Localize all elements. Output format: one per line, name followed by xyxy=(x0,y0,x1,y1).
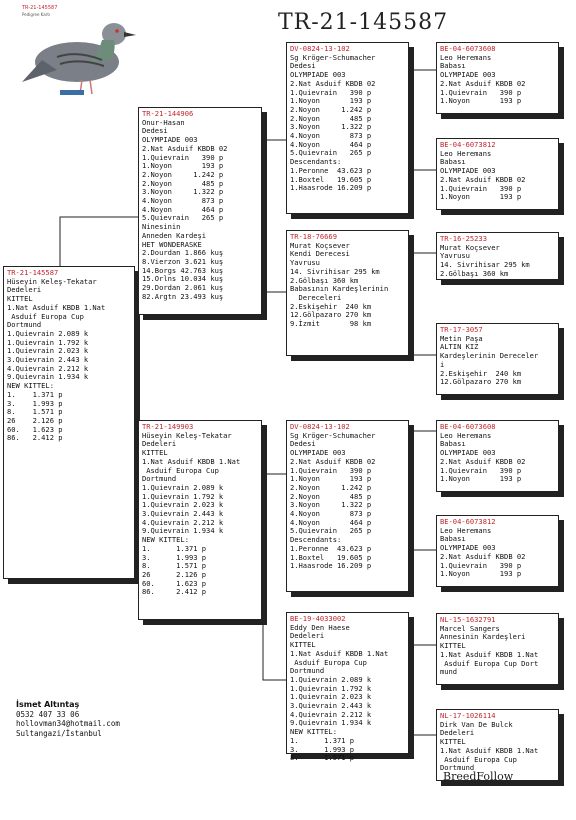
pedigree-line: Murat Koçsever xyxy=(440,242,500,252)
pedigree-line: Kendi Derecesi xyxy=(290,249,350,259)
pedigree-line: 1.Quievrain 2.023 k xyxy=(290,692,372,702)
pedigree-line: Kardeşlerinin Dereceler xyxy=(440,351,539,361)
pedigree-line: Eddy Den Haese xyxy=(290,622,350,632)
sire-sire-dam-card xyxy=(436,138,559,210)
pedigree-line: Hüseyin Keleş-Tekatar xyxy=(142,430,232,440)
pedigree-line: KITTEL xyxy=(440,737,466,747)
pedigree-line: 1.Peronne 43.623 p xyxy=(290,543,372,553)
pedigree-line: 1.Quievrain 1.792 k xyxy=(7,337,89,347)
ring-number: TR-21-145587 xyxy=(7,268,59,277)
pedigree-line: 1.Quievrain 390 p xyxy=(290,465,372,475)
pedigree-line: Dedeleri xyxy=(7,285,42,295)
dam-card xyxy=(138,420,262,620)
pedigree-line: 60. 1.623 p xyxy=(142,578,207,588)
pedigree-line: OLYMPIADE 003 xyxy=(440,543,496,553)
pedigree-line: 1.Quievrain 390 p xyxy=(440,560,522,570)
pedigree-line: 1.Boxtel 19.605 p xyxy=(290,174,372,184)
pedigree-line: 2.Nat Asduif KBDB 02 xyxy=(440,551,526,561)
pedigree-line: 5.Quievrain 265 p xyxy=(142,213,224,223)
pedigree-line: Dortmund xyxy=(142,474,177,484)
pedigree-line: 1. 1.371 p xyxy=(142,543,207,553)
pedigree-line: 4.Noyon 873 p xyxy=(290,509,372,519)
pedigree-line: 4.Quievrain 2.212 k xyxy=(290,709,372,719)
dam-dam-card xyxy=(286,612,409,763)
pedigree-line: Leo Heremans xyxy=(440,430,492,440)
pedigree-line: Babası xyxy=(440,439,466,449)
logo-brand-subline: Pedigree Kartı xyxy=(22,12,50,17)
pedigree-line: 1.Quievrain 390 p xyxy=(440,465,522,475)
pedigree-line: Asduif Europa Cup xyxy=(7,311,84,321)
breeder-location: Sultangazi/İstanbul xyxy=(16,728,102,738)
ring-number: TR-16-25233 xyxy=(440,234,487,243)
sire-dam-dam-card xyxy=(436,323,559,395)
pedigree-line: KITTEL xyxy=(440,641,466,651)
pedigree-line: 3.Noyon 1.322 p xyxy=(290,122,372,132)
pedigree-line: 3.Noyon 1.322 p xyxy=(142,187,224,197)
pedigree-line: 9.İzmit 98 km xyxy=(290,319,372,329)
pedigree-line: 1.Quievrain 390 p xyxy=(440,87,522,97)
subject-pigeon-card xyxy=(3,266,135,579)
breeder-contact xyxy=(16,700,120,738)
pedigree-line: Descendants: xyxy=(290,157,342,167)
pedigree-line: 9.Quievrain 1.934 k xyxy=(142,526,224,536)
pedigree-line: 82.Argtn 23.493 kuş xyxy=(142,291,224,301)
pedigree-line: 29.Dordan 2.061 kuş xyxy=(142,283,224,293)
pedigree-line: 1.Quievrain 2.089 k xyxy=(290,674,372,684)
pedigree-line: Babası xyxy=(440,61,466,71)
pedigree-line: 1.Nat Asduif KBDB 1.Nat xyxy=(290,648,389,658)
pigeon-image xyxy=(2,2,152,102)
pedigree-line: 14. Sivrihisar 295 km xyxy=(290,266,380,276)
ring-number: DV-0824-13-102 xyxy=(290,422,350,431)
pedigree-line: NEW KITTEL: xyxy=(7,381,54,391)
pedigree-line: 4.Noyon 873 p xyxy=(142,196,224,206)
dam-dam-sire-card xyxy=(436,613,559,685)
pedigree-line: 12.Gölpazaro 270 km xyxy=(440,377,522,387)
pedigree-line: 14.Borgs 42.763 kuş xyxy=(142,265,224,275)
pedigree-line: 8. 1.571 p xyxy=(290,753,355,763)
pedigree-line: 1.Noyon 193 p xyxy=(440,474,522,484)
pedigree-line: mund xyxy=(440,667,458,677)
pedigree-line: 3.Noyon 1.322 p xyxy=(290,500,372,510)
pedigree-line: Leo Heremans xyxy=(440,52,492,62)
pedigree-line: 1.Quievrain 390 p xyxy=(440,183,522,193)
pedigree-line: KITTEL xyxy=(142,448,168,458)
pedigree-line: 1. 1.371 p xyxy=(7,389,63,399)
pedigree-line: 1.Quievrain 2.089 k xyxy=(7,328,89,338)
pedigree-line: 1.Quievrain 1.792 k xyxy=(142,491,224,501)
pedigree-line: 4.Quievrain 2.212 k xyxy=(142,517,224,527)
ring-number: NL-17-1026114 xyxy=(440,711,496,720)
pedigree-line: 3.Quievrain 2.443 k xyxy=(7,355,89,365)
pedigree-line: 4.Quievrain 2.212 k xyxy=(7,363,89,373)
breeder-email: hollovman34@hotmail.com xyxy=(16,719,120,729)
pedigree-line: Metin Paşa xyxy=(440,333,483,343)
pedigree-line: 2.Nat Asduif KBDB 02 xyxy=(290,456,376,466)
pedigree-line: 5.Quievrain 265 p xyxy=(290,148,372,158)
pedigree-line: 8. 1.571 p xyxy=(7,407,63,417)
pedigree-line: Annesinin Kardeşleri xyxy=(440,632,526,642)
sire-dam-card xyxy=(286,230,409,356)
pedigree-line: 3.Quievrain 2.443 k xyxy=(142,509,224,519)
pedigree-line: 1.Quievrain 2.089 k xyxy=(142,482,224,492)
pedigree-line: 1.Haasrode 16.209 p xyxy=(290,561,372,571)
pedigree-line: HET WONDERASKE xyxy=(142,239,202,249)
pedigree-line: Asduif Europa Cup Dort xyxy=(440,658,539,668)
pedigree-line: Dedesi xyxy=(290,439,316,449)
pedigree-line: Yavrusu xyxy=(290,258,320,268)
ring-number: DV-0824-13-102 xyxy=(290,44,350,53)
pedigree-line: 1.Nat Asduif KBDB 1.Nat xyxy=(440,745,539,755)
pedigree-line: 3.Quievrain 2.443 k xyxy=(290,701,372,711)
pedigree-line: KITTEL xyxy=(7,294,33,304)
logo-brand-line: TR-21-145587 xyxy=(22,5,58,11)
footer-brand: BreedFollow xyxy=(443,770,514,783)
pedigree-line: Leo Heremans xyxy=(440,148,492,158)
ring-number: NL-15-1632791 xyxy=(440,615,496,624)
sire-dam-sire-card xyxy=(436,232,559,280)
sire-sire-sire-card xyxy=(436,42,559,114)
ring-number: TR-17-3057 xyxy=(440,325,483,334)
pedigree-line: 26 2.126 p xyxy=(142,569,207,579)
sire-sire-card xyxy=(286,42,409,214)
pedigree-line: Yavrusu xyxy=(440,251,470,261)
pedigree-title: TR-21-145587 xyxy=(278,10,449,35)
pedigree-line: i xyxy=(440,359,445,369)
pedigree-line: 8. 1.571 p xyxy=(142,561,207,571)
pedigree-line: OLYMPIADE 003 xyxy=(142,135,198,145)
pedigree-line: 4.Noyon 464 p xyxy=(142,204,224,214)
pedigree-line: Dedeleri xyxy=(440,728,475,738)
pedigree-line: 1.Nat Asduif KBDB 1.Nat xyxy=(440,649,539,659)
pedigree-line: Leo Heremans xyxy=(440,525,492,535)
ring-number: TR-18-76669 xyxy=(290,232,337,241)
pedigree-line: 1.Noyon 193 p xyxy=(440,569,522,579)
pedigree-line: 12.Gölpazaro 270 km xyxy=(290,310,372,320)
breeder-phone: 0532 407 33 06 xyxy=(16,709,80,719)
pedigree-line: 2.Eskişehir 240 km xyxy=(290,301,372,311)
pedigree-line: Dedesi xyxy=(142,126,168,136)
pedigree-line: NEW KITTEL: xyxy=(142,535,189,545)
pedigree-line: Babası xyxy=(440,157,466,167)
pedigree-line: 1.Noyon 193 p xyxy=(440,192,522,202)
pedigree-line: Babası xyxy=(440,534,466,544)
pedigree-line: Asduif Europa Cup xyxy=(440,754,517,764)
pedigree-line: 4.Noyon 464 p xyxy=(290,139,372,149)
pedigree-line: 4.Noyon 873 p xyxy=(290,131,372,141)
dam-sire-card xyxy=(286,420,409,592)
pedigree-line: 3. 1.993 p xyxy=(290,744,355,754)
pedigree-line: 2.Nat Asduif KBDB 02 xyxy=(290,78,376,88)
pedigree-line: 2.Noyon 1.242 p xyxy=(290,104,372,114)
pedigree-line: Dedeleri xyxy=(290,631,325,641)
pedigree-line: 1.Nat Asduif KBDB 1.Nat xyxy=(7,302,106,312)
dam-sire-sire-card xyxy=(436,420,559,492)
ring-number: TR-21-149903 xyxy=(142,422,194,431)
pedigree-line: 60. 1.623 p xyxy=(7,424,63,434)
pedigree-line: 9.Quievrain 1.934 k xyxy=(7,372,89,382)
pedigree-line: 1.Haasrode 16.209 p xyxy=(290,183,372,193)
dam-sire-dam-card xyxy=(436,515,559,587)
pedigree-line: 1.Quievrain 390 p xyxy=(290,87,372,97)
pedigree-line: 3. 1.993 p xyxy=(142,552,207,562)
pedigree-line: 2.Nat Asduif KBDB 02 xyxy=(440,78,526,88)
pedigree-line: 2.Dourdan 1.866 kuş xyxy=(142,248,224,258)
pedigree-line: OLYMPIADE 003 xyxy=(440,70,496,80)
pedigree-line: 1.Quievrain 390 p xyxy=(142,152,224,162)
pedigree-line: Sg Kröger-Schumacher xyxy=(290,52,376,62)
pedigree-line: Ninesinin xyxy=(142,222,181,232)
pedigree-line: 1. 1.371 p xyxy=(290,735,355,745)
pedigree-line: Dortmund xyxy=(440,763,475,773)
pedigree-line: Dereceleri xyxy=(290,292,342,302)
pedigree-line: 1.Peronne 43.623 p xyxy=(290,165,372,175)
pedigree-line: OLYMPIADE 003 xyxy=(290,448,346,458)
pedigree-line: Marcel Sangers xyxy=(440,623,500,633)
ring-number: BE-04-6073812 xyxy=(440,517,496,526)
pedigree-line: Murat Koçsever xyxy=(290,240,350,250)
pedigree-line: 1.Nat Asduif KBDB 1.Nat xyxy=(142,456,241,466)
pedigree-line: Asduif Europa Cup xyxy=(142,465,219,475)
pedigree-line: 26 2.126 p xyxy=(7,415,63,425)
pedigree-line: 2.Noyon 485 p xyxy=(142,178,224,188)
ring-number: BE-04-6073812 xyxy=(440,140,496,149)
pedigree-line: Anneden Kardeşi xyxy=(142,230,207,240)
ring-number: BE-04-6073608 xyxy=(440,422,496,431)
pedigree-line: Onur-Hasan xyxy=(142,117,185,127)
pedigree-line: KITTEL xyxy=(290,640,316,650)
pedigree-line: 5.Quievrain 265 p xyxy=(290,526,372,536)
pedigree-line: 2.Gölbaşı 360 km xyxy=(440,268,509,278)
ring-number: TR-21-144906 xyxy=(142,109,194,118)
pedigree-line: Dortmund xyxy=(7,320,42,330)
pedigree-line: 1.Noyon 193 p xyxy=(290,474,372,484)
sire-card xyxy=(138,107,262,315)
pedigree-line: Descendants: xyxy=(290,535,342,545)
pedigree-line: 2.Gölbaşı 360 km xyxy=(290,275,359,285)
pedigree-line: 1.Quievrain 2.023 k xyxy=(7,346,89,356)
pedigree-line: 2.Eskişehir 240 km xyxy=(440,368,522,378)
pedigree-line: 4.Noyon 464 p xyxy=(290,517,372,527)
pedigree-line: Asduif Europa Cup xyxy=(290,657,367,667)
pedigree-line: 1.Quievrain 2.023 k xyxy=(142,500,224,510)
pedigree-line: 2.Nat Asduif KBDB 02 xyxy=(440,456,526,466)
ring-number: BE-04-6073608 xyxy=(440,44,496,53)
pedigree-line: Babasının Kardeşlerinin xyxy=(290,284,389,294)
pedigree-line: NEW KITTEL: xyxy=(290,727,337,737)
pedigree-line: 9.Quievrain 1.934 k xyxy=(290,718,372,728)
breeder-name: İsmet Altıntaş xyxy=(16,700,80,709)
pedigree-line: 8.Vierzon 3.621 kuş xyxy=(142,256,224,266)
pedigree-line: 15.Orlns 10.034 kuş xyxy=(142,274,224,284)
pedigree-line: 1.Noyon 193 p xyxy=(440,96,522,106)
pedigree-line: 86. 2.412 p xyxy=(7,433,63,443)
pedigree-line: 2.Noyon 485 p xyxy=(290,491,372,501)
pedigree-line: Dedeleri xyxy=(142,439,177,449)
pedigree-line: 1.Boxtel 19.605 p xyxy=(290,552,372,562)
pedigree-line: Hüseyin Keleş-Tekatar xyxy=(7,276,97,286)
pedigree-line: OLYMPIADE 003 xyxy=(440,166,496,176)
pigeon-logo xyxy=(2,2,152,102)
pedigree-line: Dedesi xyxy=(290,61,316,71)
pedigree-line: 1.Quievrain 1.792 k xyxy=(290,683,372,693)
pedigree-line: 2.Noyon 485 p xyxy=(290,113,372,123)
pedigree-line: Sg Kröger-Schumacher xyxy=(290,430,376,440)
pedigree-line: 14. Sivrihisar 295 km xyxy=(440,260,530,270)
pedigree-line: OLYMPIADE 003 xyxy=(440,448,496,458)
pedigree-line: 3. 1.993 p xyxy=(7,398,63,408)
pedigree-line: 1.Noyon 193 p xyxy=(142,161,224,171)
pedigree-line: 1.Noyon 193 p xyxy=(290,96,372,106)
pedigree-line: ALTIN KIZ xyxy=(440,342,479,352)
pedigree-line: OLYMPIADE 003 xyxy=(290,70,346,80)
ring-number: BE-19-4033002 xyxy=(290,614,346,623)
pedigree-line: Dortmund xyxy=(290,666,325,676)
pedigree-line: 2.Noyon 1.242 p xyxy=(142,169,224,179)
pedigree-line: 2.Nat Asduif KBDB 02 xyxy=(440,174,526,184)
pedigree-line: Dirk Van De Bulck xyxy=(440,719,513,729)
pedigree-line: 2.Nat Asduif KBDB 02 xyxy=(142,143,228,153)
pedigree-line: 2.Noyon 1.242 p xyxy=(290,482,372,492)
pedigree-line: 86. 2.412 p xyxy=(142,587,207,597)
